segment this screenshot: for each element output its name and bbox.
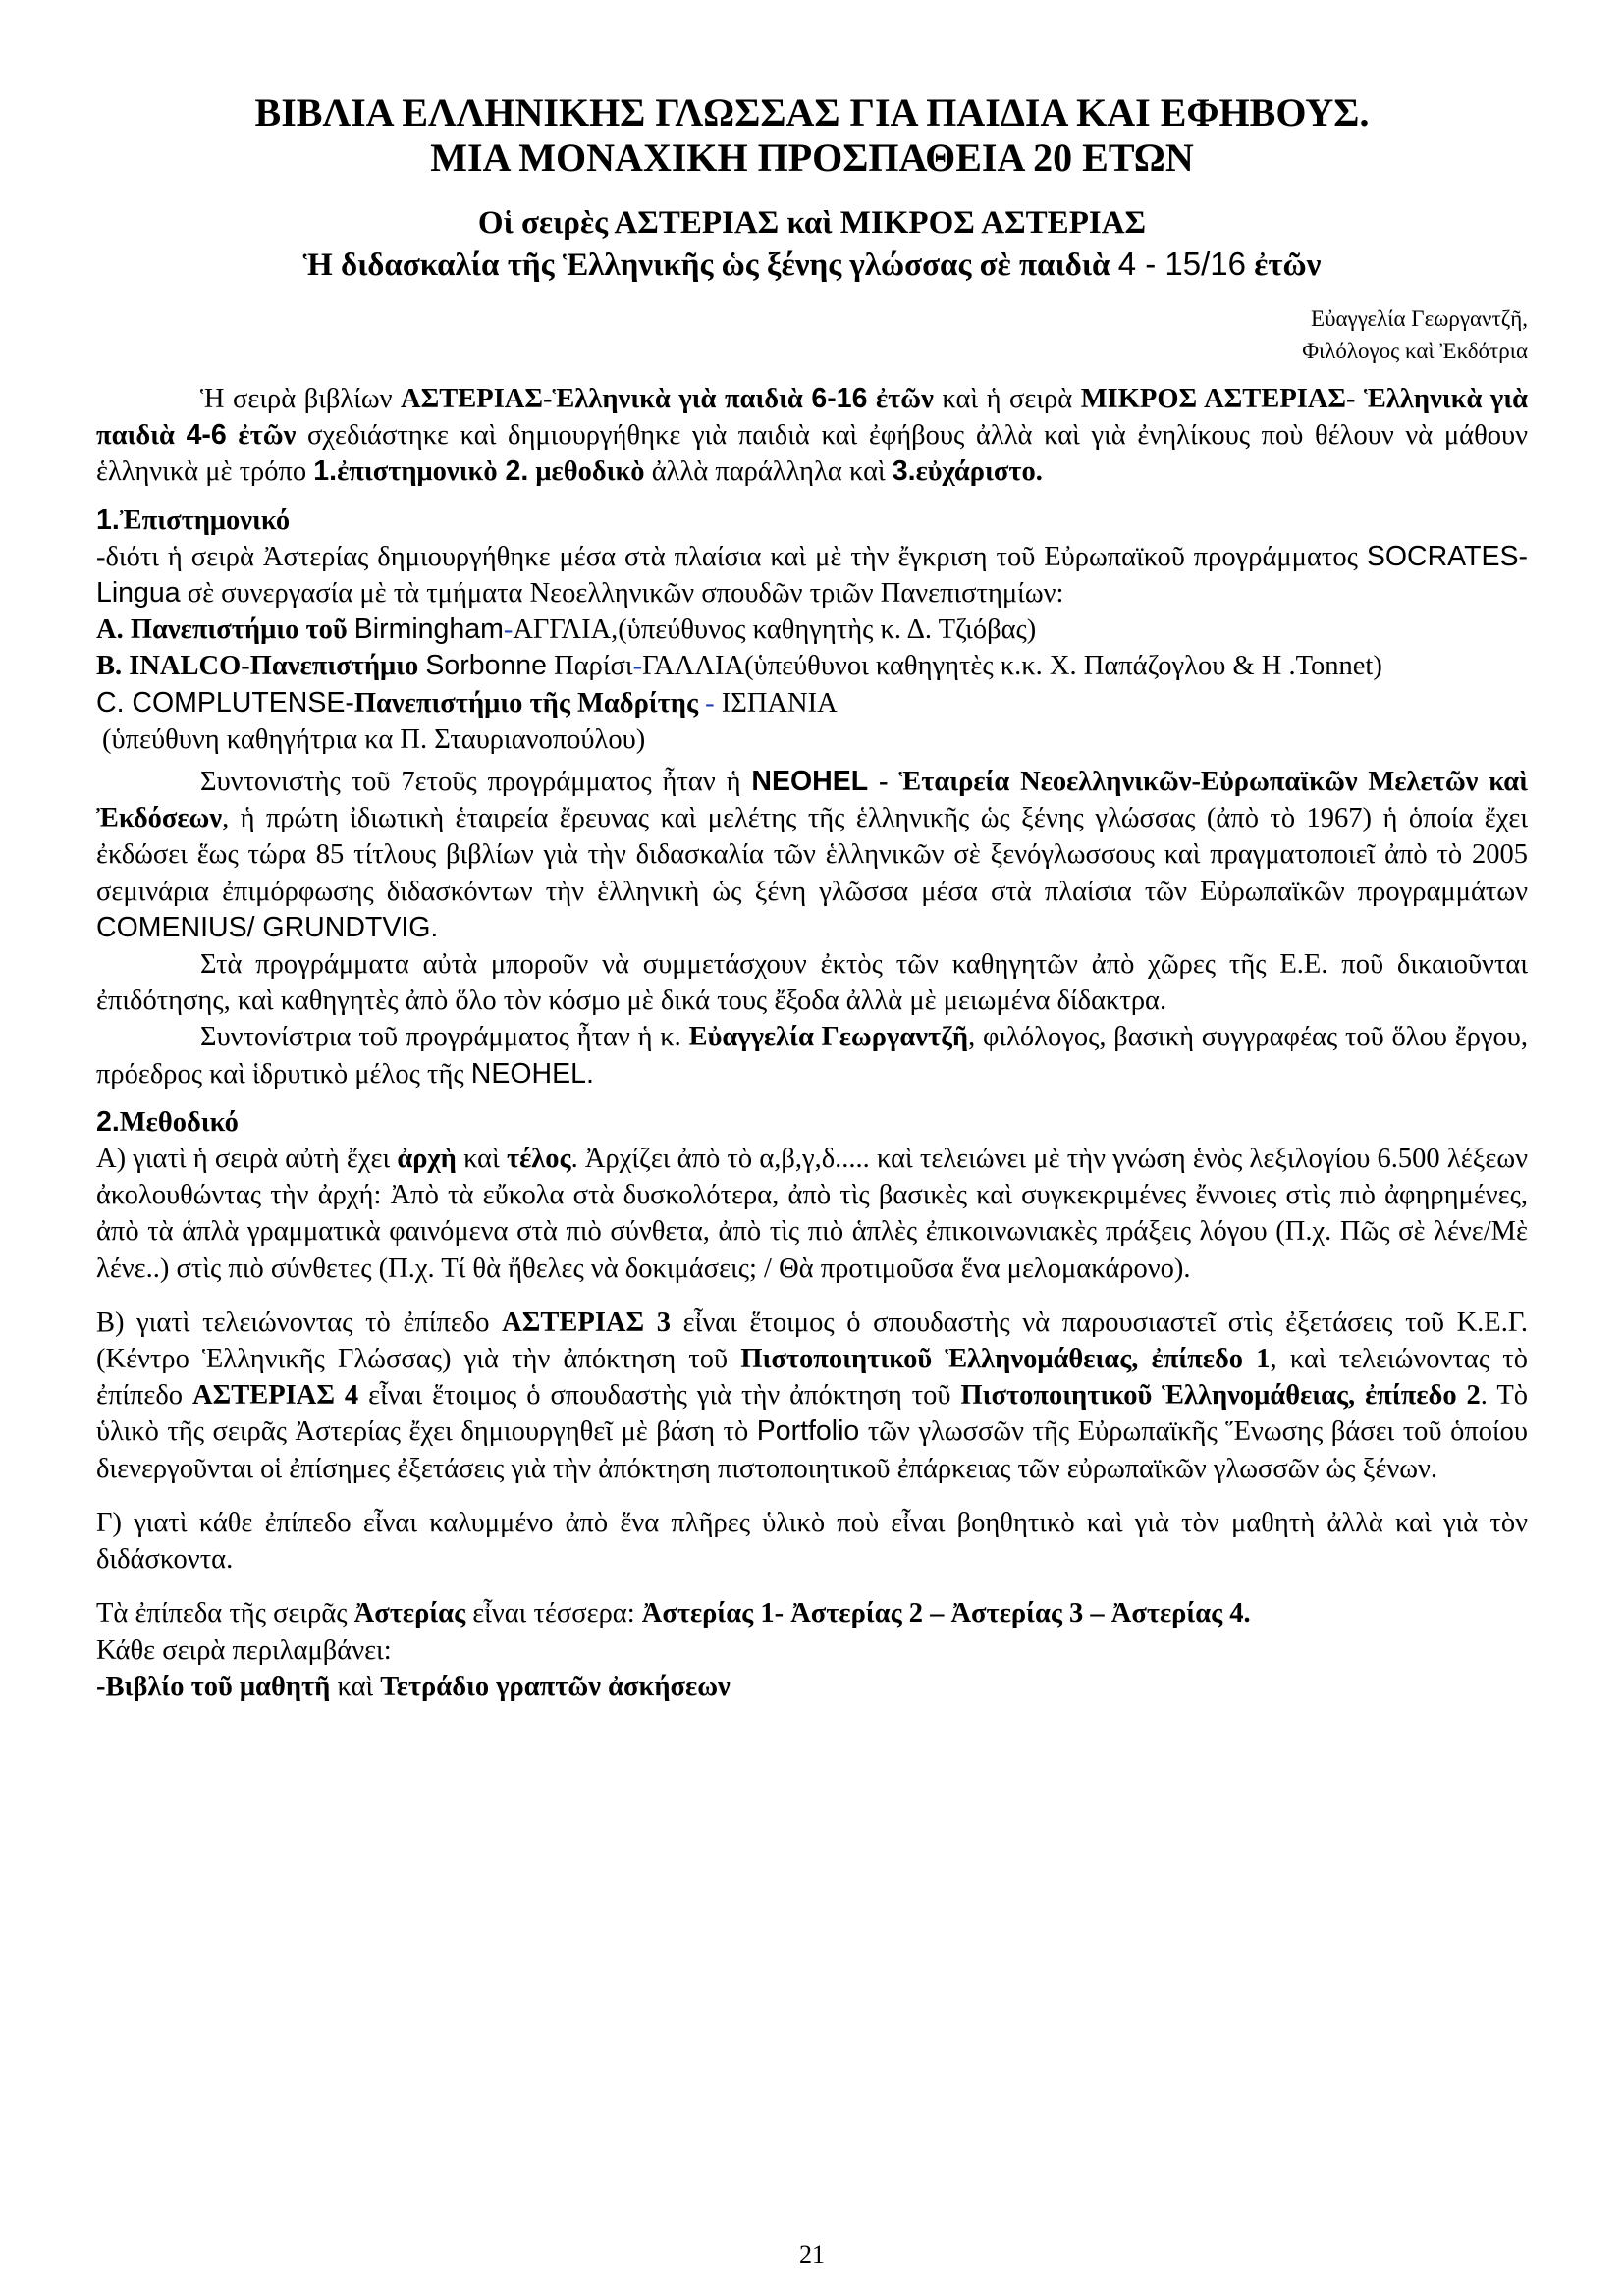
author-role: Φιλόλογος καὶ Ἐκδότρια [1302,339,1528,363]
university-c: C. COMPLUTENSE-Πανεπιστήμιο τῆς Μαδρίτης - ΙΣΠΑΝΙΑ [96,686,838,719]
section2-paragraph-c: Γ) γιατὶ κάθε ἐπίπεδο εἶναι καλυμμένο ἀπὸ ἕνα πλῆρες ὑλικὸ ποὺ εἶναι βοηθητικὸ καὶ γιὰ τὸν μαθητὴ ἀλλὰ καὶ γιὰ τὸν διδάσκοντα. [96,1507,1528,1575]
section2-heading: 2.Μεθοδικό [96,1105,239,1138]
section1-paragraph1: -διότι ἡ σειρὰ Ἀστερίας δημιουργήθηκε μέσα στὰ πλαίσια καὶ μὲ τὴν ἔγκριση τοῦ Εὐρωπαϊκοῦ προγράμματος SOCRATES-Lingua σὲ συνεργασία μὲ τὰ τμήματα Νεοελληνικῶν σπουδῶν τριῶν Πανεπιστημίων: [96,540,1528,610]
intro-paragraph: Ἡ σειρὰ βιβλίων ΑΣΤΕΡΙΑΣ-Ἑλληνικὰ γιὰ παιδιὰ 6-16 ἐτῶν καὶ ἡ σειρὰ ΜΙΚΡΟΣ ΑΣΤΕΡΙΑΣ- Ἑλληνικὰ γιὰ παιδιὰ 4-6 ἐτῶν σχεδιάστηκε καὶ δημιουργήθηκε γιὰ παιδιὰ καὶ ἐφήβους ἀλλὰ καὶ γιὰ ἐνηλίκους ποὺ θέλουν νὰ μάθουν ἑλληνικὰ μὲ τρόπο 1.ἐπιστημονικὸ 2. μεθοδικὸ ἀλλὰ παράλληλα καὶ 3.εὐχάριστο. [96,383,1528,488]
author-block [1302,302,1528,367]
document-body [96,381,1528,1705]
author-name: Εὐαγγελία Γεωργαντζῆ, [1311,306,1528,331]
section1-paragraph3: Στὰ προγράμματα αὐτὰ μποροῦν νὰ συμμετάσχουν ἐκτὸς τῶν καθηγητῶν ἀπὸ χῶρες τῆς Ε.Ε. ποῦ δικαιοῦνται ἐπιδότησης, καὶ καθηγητὲς ἀπὸ ὅλο τὸν κόσμο μὲ δικά τους ἔξοδα ἀλλὰ μὲ μειωμένα δίδακτρα. [96,949,1528,1017]
page-title-line2: ΜΙΑ ΜΟΝΑΧΙΚΗ ΠΡΟΣΠΑΘΕΙΑ 20 ΕΤΩΝ [430,135,1194,180]
section2-paragraph-b: Β) γιατὶ τελειώνοντας τὸ ἐπίπεδο ΑΣΤΕΡΙΑΣ 3 εἶναι ἕτοιμος ὁ σπουδαστὴς νὰ παρουσιαστεῖ στὶς ἐξετάσεις τοῦ Κ.Ε.Γ.(Κέντρο Ἑλληνικῆς Γλώσσας) γιὰ τὴν ἀπόκτηση τοῦ Πιστοποιητικοῦ Ἑλληνομάθειας, ἐπίπεδο 1, καὶ τελειώνοντας τὸ ἐπίπεδο ΑΣΤΕΡΙΑΣ 4 εἶναι ἕτοιμος ὁ σπουδαστὴς γιὰ τὴν ἀπόκτηση τοῦ Πιστοποιητικοῦ Ἑλληνομάθειας, ἐπίπεδο 2. Τὸ ὑλικὸ τῆς σειρᾶς Ἀστερίας ἔχει δημιουργηθεῖ μὲ βάση τὸ Portfolio τῶν γλωσσῶν τῆς Εὐρωπαϊκῆς Ἕνωσης βάσει τοῦ ὁποίου διενεργοῦνται οἱ ἐπίσημες ἐξετάσεις γιὰ τὴν ἀπόκτηση πιστοποιητικοῦ ἐπάρκειας τῶν εὐρωπαϊκῶν γλωσσῶν ὡς ξένων. [96,1307,1528,1484]
subtitle-line1: Οἱ σειρὲς ΑΣΤΕΡΙΑΣ καὶ ΜΙΚΡΟΣ ΑΣΤΕΡΙΑΣ [477,205,1147,240]
university-a: A. Πανεπιστήμιο τοῦ Birmingham-ΑΓΓΛΙΑ,(ὑπεύθυνος καθηγητὴς κ. Δ. Τζιόβας) [96,614,1037,646]
levels-paragraph: Τὰ ἐπίπεδα τῆς σειρᾶς Ἀστερίας εἶναι τέσσερα: Ἀστερίας 1- Ἀστερίας 2 – Ἀστερίας 3 – Ἀστερίας 4. [96,1598,1251,1629]
section1-paragraph2: Συντονιστὴς τοῦ 7ετοῦς προγράμματος ἦταν ἡ NEOHEL - Ἑταιρεία Νεοελληνικῶν-Εὐρωπαϊκῶν Μελετῶν καὶ Ἐκδόσεων, ἡ πρώτη ἰδιωτικὴ ἑταιρεία ἔρευνας καὶ μελέτης τῆς ἑλληνικῆς ὡς ξένης γλώσσας (ἀπὸ τὸ 1967) ἡ ὁποία ἔχει ἐκδώσει ἕως τώρα 85 τίτλους βιβλίων γιὰ τὴν διδασκαλία τῶν ἑλληνικῶν σὲ ξενόγλωσσους καὶ πραγματοποιεῖ ἀπὸ τὸ 2005 σεμινάρια ἐπιμόρφωσης διδασκόντων τὴν ἑλληνικὴ ὡς ξένη γλῶσσα μέσα στὰ πλαίσια τῶν Εὐρωπαϊκῶν προγραμμάτων COMENIUS/ GRUNDTVIG. [96,766,1528,943]
page-number: 21 [799,2240,825,2269]
section1-paragraph4: Συντονίστρια τοῦ προγράμματος ἦταν ἡ κ. Εὐαγγελία Γεωργαντζῆ, φιλόλογος, βασικὴ συγγραφέας τοῦ ὅλου ἔργου, πρόεδρος καὶ ἱδρυτικὸ μέλος τῆς NEOHEL. [96,1022,1529,1090]
each-series-includes: Κάθε σειρὰ περιλαμβάνει: [96,1634,392,1666]
section1-heading: 1.Ἐπιστημονικό [96,504,291,536]
subtitle-line2: Ἡ διδασκαλία τῆς Ἑλληνικῆς ὡς ξένης γλώσσας σὲ παιδιὰ 4 - 15/16 ἐτῶν [302,245,1322,283]
page-title-line1: ΒΙΒΛΙΑ ΕΛΛΗΝΙΚΗΣ ΓΛΩΣΣΑΣ ΓΙΑ ΠΑΙΔΙΑ ΚΑΙ ΕΦΗΒΟΥΣ. [254,90,1370,134]
university-c-responsible: (ὑπεύθυνη καθηγήτρια κα Π. Σταυριανοπούλου) [102,723,646,755]
section2-paragraph-a: Α) γιατὶ ἡ σειρὰ αὐτὴ ἔχει ἀρχὴ καὶ τέλος. Ἀρχίζει ἀπὸ τὸ α,β,γ,δ..... καὶ τελειώνει μὲ τὴν γνώση ἑνὸς λεξιλογίου 6.500 λέξεων ἀκολουθώντας τὴν ἀρχή: Ἀπὸ τὰ εὔκολα στὰ δυσκολότερα, ἀπὸ τὶς βασικὲς καὶ συγκεκριμένες ἔννοιες στὶς πιὸ ἀφηρημένες, ἀπὸ τὰ ἁπλὰ γραμματικὰ φαινόμενα στὰ πιὸ σύνθετα, ἀπὸ τὶς πιὸ ἁπλὲς ἐπικοινωνιακὲς πράξεις λόγου (Π.χ. Πῶς σὲ λένε/Μὲ λένε..) στὶς πιὸ σύνθετες (Π.χ. Τί θὰ ἤθελες νὰ δοκιμάσεις; / Θὰ προτιμοῦσα ἕνα μελομακάρονο). [96,1144,1528,1284]
list-item-student-book: -Βιβλίο τοῦ μαθητῆ καὶ Τετράδιο γραπτῶν ἀσκήσεων [96,1671,731,1702]
university-b: B. INALCO-Πανεπιστήμιο Sorbonne Παρίσι-ΓΑΛΛΙΑ(ὑπεύθυνοι καθηγητὲς κ.κ. Χ. Παπάζογλου & Η .Tonnet) [96,650,1382,682]
